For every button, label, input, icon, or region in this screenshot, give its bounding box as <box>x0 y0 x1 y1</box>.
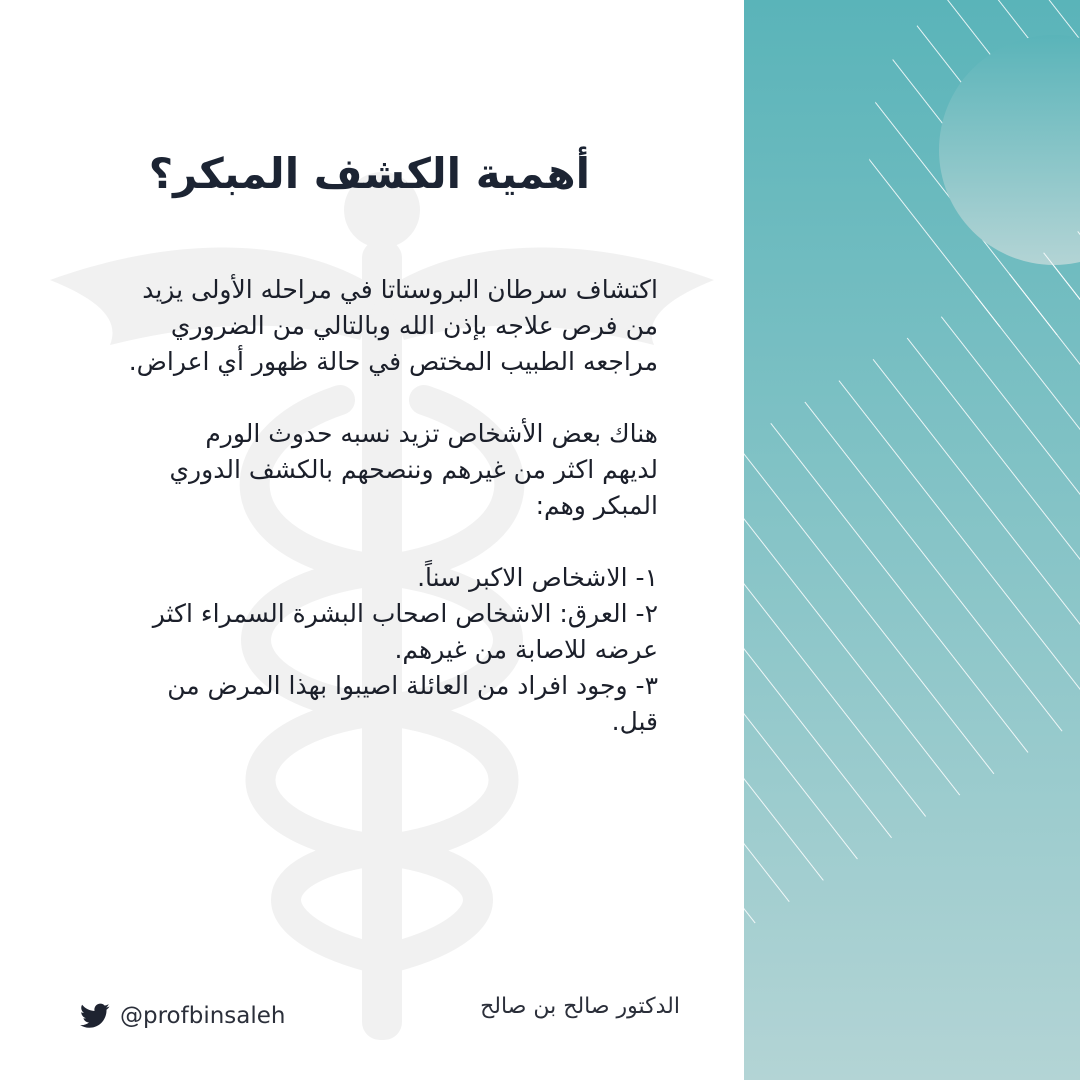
striped-gradient-panel <box>744 0 1080 1080</box>
page-title: أهمية الكشف المبكر؟ <box>148 149 590 199</box>
twitter-handle-block[interactable] <box>80 996 285 1036</box>
risk-paragraph: هناك بعض الأشخاص تزيد نسبه حدوث الورم لديهم اكثر من غيرهم وننصحهم بالكشف الدوري المبكر وهم: <box>169 419 658 520</box>
list-item: ٣- وجود افراد من العائلة اصيبوا بهذا المرض من قبل. <box>167 671 658 736</box>
intro-paragraph: اكتشاف سرطان البروستاتا في مراحله الأولى يزيد من فرص علاجه بإذن الله وبالتالي من الضروري مراجعه الطبيب المختص في حالة ظهور أي اعراض. <box>128 275 658 376</box>
decorative-side-panel <box>744 0 1080 1080</box>
twitter-bird-icon <box>80 1003 110 1029</box>
list-item: ٢- العرق: الاشخاص اصحاب البشرة السمراء اكثر عرضه للاصابة من غيرهم. <box>152 599 658 664</box>
list-item: ١- الاشخاص الاكبر سناً. <box>417 563 658 592</box>
twitter-handle: @profbinsaleh <box>120 1003 286 1029</box>
author-signature: الدكتور صالح بن صالح <box>480 994 680 1019</box>
article-body <box>60 272 658 740</box>
